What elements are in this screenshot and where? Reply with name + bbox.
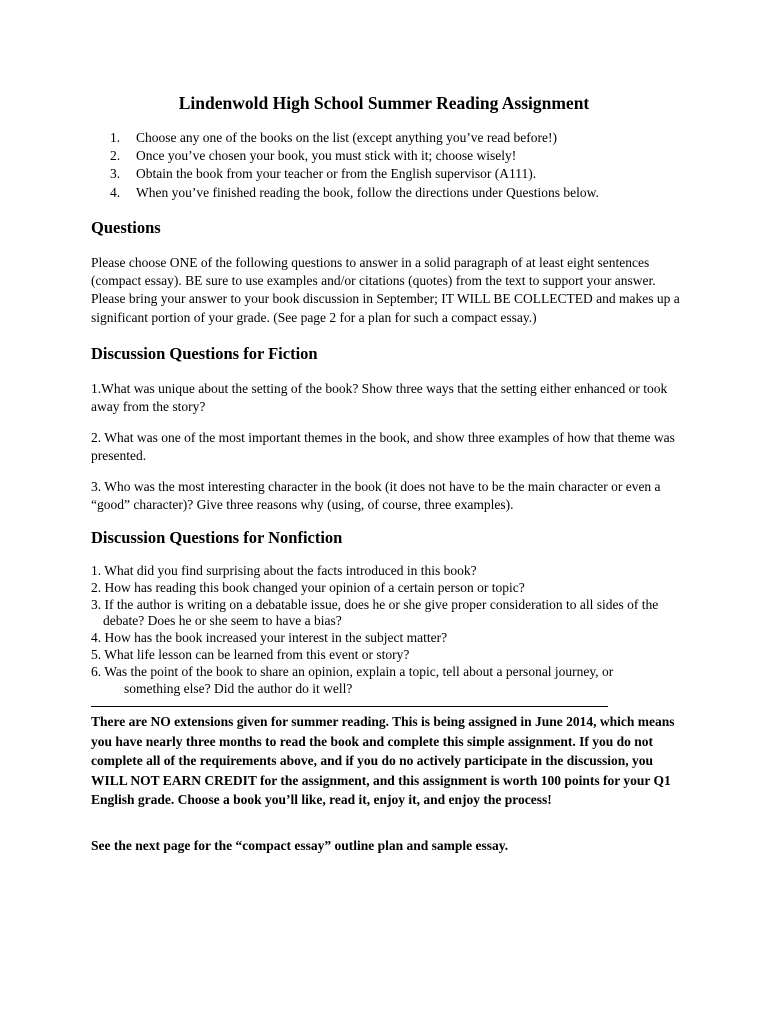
nonfiction-heading: Discussion Questions for Nonfiction — [91, 528, 343, 547]
list-item: 4. How has the book increased your interest in the subject matter? — [91, 630, 448, 646]
list-item — [110, 147, 599, 165]
list-text: Choose any one of the books on the list (except anything you’ve read before!) — [136, 130, 557, 145]
instruction-list — [110, 129, 599, 202]
list-text: When you’ve finished reading the book, follow the directions under Questions below. — [136, 184, 599, 200]
page-title: Lindenwold High School Summer Reading Assignment — [178, 93, 590, 113]
list-text: Once you’ve chosen your book, you must stick with it; choose wisely! — [136, 148, 517, 164]
questions-heading: Questions — [91, 218, 161, 237]
fiction-question-1: 1.What was unique about the setting of the book? Show three ways that the setting either enhanced or took away from the story? — [91, 381, 668, 415]
list-number: 3. — [110, 166, 121, 182]
questions-instructions: Please choose ONE of the following questions to answer in a solid paragraph of at least eight sentences (compact essay). BE sure to use examples and/or citations (quotes) from the text to support your answer. Please bring your answer to your book discussion in September; IT WILL BE COLLECTED and makes up a significant portion of your grade. (See page 2 for a plan for such a compact essay.) — [91, 255, 680, 325]
horizontal-divider — [91, 706, 608, 707]
list-item — [110, 184, 599, 202]
list-text: Obtain the book from your teacher or from the English supervisor (A111). — [136, 166, 537, 182]
list-item: 2. How has reading this book changed your opinion of a certain person or topic? — [91, 579, 525, 595]
list-number: 2. — [110, 148, 121, 164]
next-page-note: See the next page for the “compact essay” outline plan and sample essay. — [91, 838, 509, 853]
list-item — [110, 165, 599, 183]
list-item: 6. Was the point of the book to share an opinion, explain a topic, tell about a personal journey, or — [91, 663, 614, 679]
list-item: 5. What life lesson can be learned from this event or story? — [91, 646, 410, 662]
list-item-continuation: something else? Did the author do it well? — [124, 680, 353, 696]
list-number: 1. — [110, 130, 121, 145]
list-item — [110, 129, 599, 147]
list-item: 3. If the author is writing on a debatable issue, does he or she give proper consideration to all sides of the — [91, 596, 659, 612]
fiction-question-3: 3. Who was the most interesting character in the book (it does not have to be the main character or even a “good” character)? Give three reasons why (using, of course, three examples). — [91, 479, 661, 513]
nonfiction-question-list — [91, 563, 681, 697]
list-item: 1. What did you find surprising about the facts introduced in this book? — [91, 563, 477, 578]
list-item-continuation: debate? Does he or she seem to have a bias? — [103, 613, 342, 629]
deadline-notice: There are NO extensions given for summer reading. This is being assigned in June 2014, which means you have nearly three months to read the book and complete this simple assignment. If you do not complete all of the requirements above, and if you do no actively participate in the discussion, you WILL NOT EARN CREDIT for the assignment, and this assignment is worth 100 points for your Q1 English grade. Choose a book you’ll like, read it, enjoy it, and enjoy the process! — [91, 714, 675, 808]
fiction-question-2: 2. What was one of the most important themes in the book, and show three examples of how that theme was presented. — [91, 430, 675, 464]
list-number: 4. — [110, 184, 121, 200]
fiction-heading: Discussion Questions for Fiction — [91, 344, 318, 363]
